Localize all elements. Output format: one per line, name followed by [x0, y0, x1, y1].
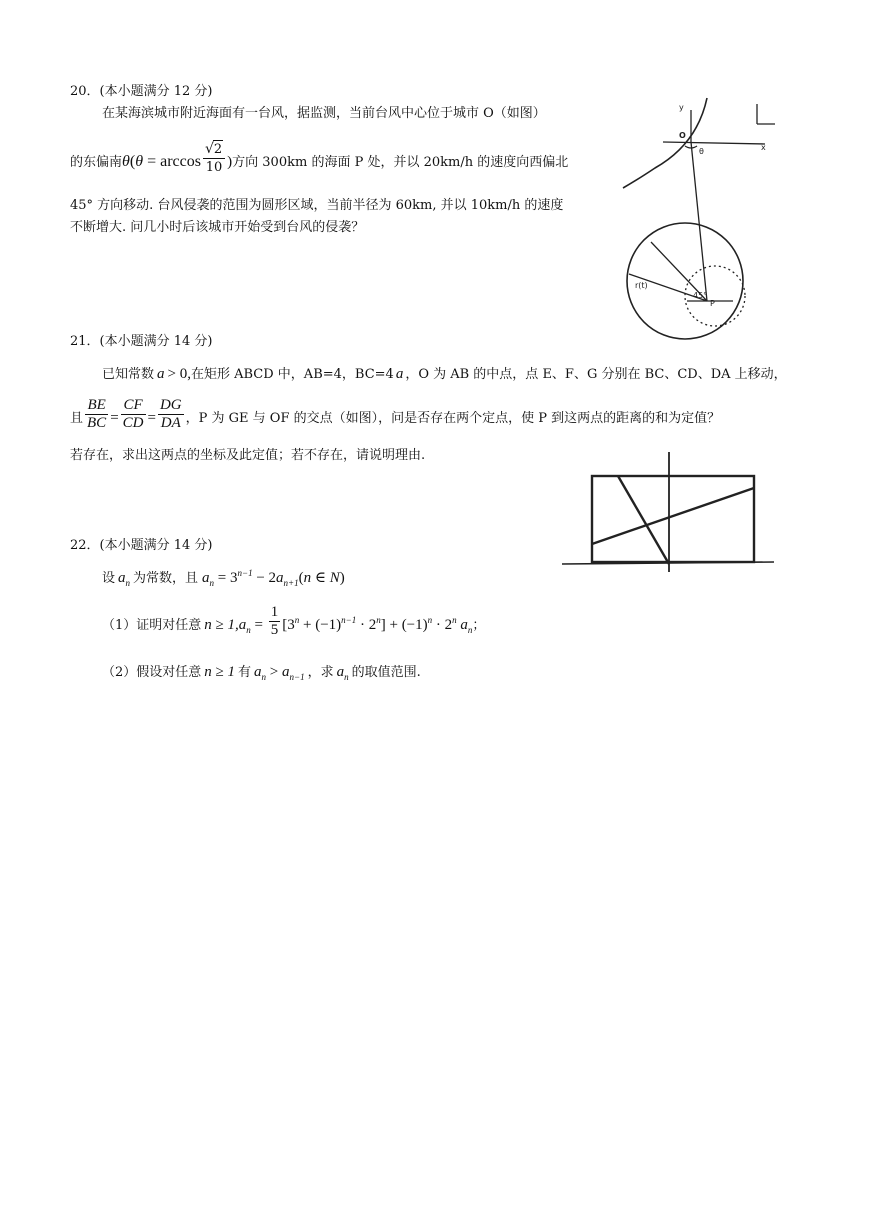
q20-header: 20．(本小题满分 12 分)	[70, 84, 213, 99]
q21-line1-tail: ，O 为 AB 的中点，点 E、F、G 分别在 BC、CD、DA 上移动，	[405, 367, 787, 382]
frac-da: DA	[160, 415, 181, 431]
q22-part2-cond: n ≥ 1	[204, 664, 236, 680]
q22-header: 22．(本小题满分 14 分)	[70, 538, 213, 553]
q20-fraction: $\frac{√2}{10}$	[203, 140, 225, 176]
q20-line3: 45° 方向移动. 台风侵袭的范围为圆形区域，当前半径为 60km, 并以 10km/h 的速度	[70, 198, 564, 213]
q22-part2-pre: （2）假设对任意	[102, 665, 202, 680]
frac-dg: DG	[159, 397, 182, 413]
q21-header: 21．(本小题满分 14 分)	[70, 334, 213, 349]
frac-cf: CF	[121, 397, 146, 415]
frac-one-fifth: $\frac{1}{5}$	[270, 604, 279, 638]
var-a-2: a	[395, 366, 404, 382]
typhoon-figure	[615, 96, 800, 346]
frac-be: BE	[85, 397, 108, 415]
gt-zero: > 0,	[167, 366, 191, 382]
q21-line1	[102, 366, 787, 383]
fig-label-theta: θ	[699, 147, 704, 156]
fraction-den: 10	[205, 160, 223, 175]
q22-part1: （1）证明对任意 $n \ge 1,a_n$ = $\frac{1}{5}$ $[3^n + (-1)^{n-1} \cdot 2^n] + (-1)^n \cdot 2^n$ $a_n$；	[102, 604, 486, 638]
q22-part1-pre: （1）证明对任意	[102, 618, 202, 633]
q22-line1-pre: 设	[102, 571, 116, 586]
frac-cf-cd	[121, 397, 146, 432]
q20-line1: 在某海滨城市附近海面有一台风，据监测，当前台风中心位于城市 O（如图）	[102, 106, 546, 121]
q22-part1-cond: n ≥ 1,	[204, 617, 239, 633]
frac-cd: CD	[122, 415, 144, 431]
q20-theta-expr: θ(θ = arccos	[122, 152, 201, 170]
fig-label-p: P	[710, 299, 715, 308]
q21-qie: 且	[70, 411, 84, 426]
q21-line3: 若存在，求出这两点的坐标及此定值；若不存在，请说明理由.	[70, 448, 426, 463]
fig-label-x: x	[761, 143, 766, 152]
sqrt-arg: 2	[213, 142, 223, 157]
q20-line2-pre: 的东偏南	[70, 154, 123, 170]
q20-line2-post: 方向 300km 的海面 P 处，并以 20km/h 的速度向西偏北	[232, 154, 569, 170]
arccos-text: arccos	[160, 152, 201, 170]
fig-label-angle: 45°	[693, 291, 708, 300]
q21-line2: 且 $\frac{BE}{BC}$ = $\frac{CF}{CD}$ = $\frac{DG}{DA}$ ，P 为 GE 与 OF 的交点（如图），问是否存在两个定点，使 P 到这两点的距离的和为定值？	[70, 397, 721, 431]
x-axis	[663, 142, 765, 144]
q22-part2-mid: 有	[238, 665, 252, 680]
frac-dg-da	[158, 397, 184, 432]
rectangle-abcd	[592, 476, 754, 562]
theta-symbol: θ	[122, 152, 130, 170]
q21-line1-post: 在矩形 ABCD 中，AB=4，BC=4	[190, 367, 394, 382]
frac-bc: BC	[87, 415, 107, 431]
q20-line2: 的东偏南θ(θ = arccos $\frac{√2}{10}$ )方向 300km 的海面 P 处，并以 20km/h 的速度向西偏北	[70, 141, 569, 175]
theta-symbol-2: θ	[135, 152, 144, 170]
fig-label-y: y	[679, 103, 684, 112]
var-a: a	[157, 366, 165, 382]
q20-line4: 不断增大. 问几小时后该城市开始受到台风的侵袭？	[70, 220, 365, 235]
fig-label-r: r(t)	[635, 281, 648, 290]
q22-part2-post: 的取值范围.	[351, 665, 421, 680]
q21-line1-pre: 已知常数	[102, 367, 155, 382]
fig-label-o: O	[679, 131, 686, 140]
direction-line	[691, 142, 707, 301]
q22-part2: （2）假设对任意 n ≥ 1 有 $a_n > a_{n-1}$ ，求 $a_n$ 的取值范围.	[102, 664, 421, 682]
rectangle-figure	[560, 448, 780, 576]
frac-be-bc	[85, 397, 108, 432]
q22-line1: 设 $a_n$ 为常数，且 $a_n = 3^{n-1} - 2a_{n+1}(n$ ∈ N)	[102, 568, 345, 588]
q21-line2-post: ，P 为 GE 与 OF 的交点（如图），问是否存在两个定点，使 P 到这两点的距离的和为定值？	[185, 411, 721, 426]
line-ge	[592, 488, 754, 544]
q22-part2-mid2: ，求	[307, 665, 334, 680]
q22-line1-mid: 为常数，且	[133, 571, 199, 586]
